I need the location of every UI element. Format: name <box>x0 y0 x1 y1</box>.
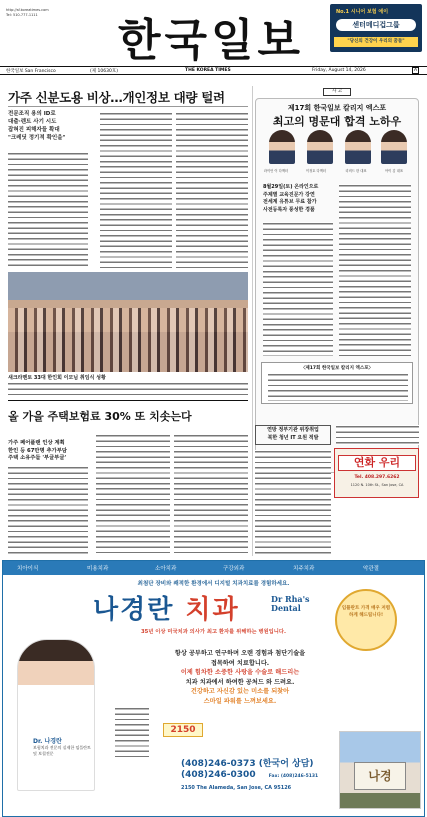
phone-text: Tel: 510-777-1111 <box>6 13 38 17</box>
site-url[interactable]: http://sf.koreatimes.com <box>6 8 49 12</box>
masthead-contact <box>6 8 101 18</box>
sidebar-subheads <box>263 184 321 214</box>
story2-sub-3: 주택 소유주들 '부글부글' <box>8 455 67 461</box>
dental-phone-row <box>181 770 341 782</box>
sidebar-title1[interactable]: 제17회 한국일보 칼리지 엑스포 <box>287 104 387 112</box>
service-tmj: 악관절 <box>363 566 379 572</box>
dental-body-line: 건강하고 자신감 있는 미소를 되찾아 <box>190 688 290 695</box>
dental-services-bar <box>3 561 424 575</box>
expo-info-box <box>261 362 413 404</box>
paper-name-en: THE KOREA TIMES <box>185 68 231 73</box>
dental-clinic-name <box>93 589 240 626</box>
dental-top-line: 최첨단 장비와 쾌적한 환경에서 디지털 치과치료를 경험하세요. <box>137 581 290 587</box>
service-cosmetic: 미용치과 <box>87 566 109 572</box>
story1-photo-caption: 새크라멘토 33대 한인회 이모님 취임식 성황 <box>8 375 106 381</box>
event-box[interactable] <box>255 425 331 445</box>
story1-body-col3 <box>176 112 248 268</box>
sidebar-body-col2 <box>339 184 411 356</box>
sidebar-college-expo <box>255 88 419 473</box>
story1-photo[interactable] <box>8 272 248 372</box>
top-ad-line1: No.1 시니어 보험 에이 <box>336 9 389 15</box>
story2-body-col3 <box>174 434 248 554</box>
restaurant-name: 연화 우리 <box>338 455 416 471</box>
dental-body-line: 이제 힘차한 소중한 사랑을 수술로 해드리는 <box>180 669 300 676</box>
masthead <box>0 0 427 78</box>
event-line1: 연방 정부기관 위장취업 <box>267 427 319 433</box>
expo-info-lines <box>268 373 408 401</box>
sidebar-title2[interactable]: 최고의 명문대 합격 노하우 <box>272 115 402 128</box>
section-letter: A <box>414 68 418 73</box>
expo-info-title: 〈제17회 한국일보 칼리지 엑스포〉 <box>300 366 374 371</box>
service-oral-surgery: 구강외과 <box>223 566 245 572</box>
winner-name: 아이 김 대표 <box>384 169 404 173</box>
restaurant-tel: Tel. 408.297.6262 <box>354 475 400 480</box>
dental-name-english: Dr Rha's Dental <box>271 594 310 613</box>
doctor-photo <box>17 639 95 791</box>
dental-phone1[interactable]: (408)246-0373 (한국어 상담) <box>181 759 314 769</box>
story2-subheads <box>8 440 92 463</box>
winner-name: 이정호 다핵터 <box>305 169 327 173</box>
masthead-bar <box>0 66 427 75</box>
story2-body-col1 <box>8 466 88 554</box>
winners-photos <box>263 130 413 164</box>
story2-sub-1: 가주 페어플랜 인상 계획 <box>8 440 65 446</box>
dental-phone2[interactable]: (408)246-0300 <box>181 770 256 780</box>
sidebar-body-col1 <box>263 222 333 356</box>
story1-sub-4: "크레딧 정기적 확인을" <box>8 135 66 141</box>
issue-number: (제 10630호) <box>90 69 118 74</box>
sidebar-sub-4: 사전등록자 풍성한 경품 <box>263 206 315 213</box>
story1-subheads <box>8 110 96 142</box>
story1-sub-3: 잡혀진 피해자들 확대 <box>8 127 60 133</box>
winner-photo <box>345 130 371 164</box>
top-ad[interactable] <box>330 4 422 52</box>
event-body-right <box>336 425 419 445</box>
divider <box>8 400 248 401</box>
event-body <box>255 450 331 554</box>
story1-body-col2 <box>100 112 172 268</box>
doctor-name: Dr. 나경란 <box>33 738 62 745</box>
dental-fax: Fax: (408)246-5131 <box>268 774 319 779</box>
dental-name-red: 치과 <box>185 595 240 625</box>
implant-badge <box>335 589 397 651</box>
dental-body-line: 접목하여 치료합니다. <box>210 659 270 667</box>
sidebar-sub-1: 8월29일(토) 온라인으로 <box>263 184 319 190</box>
dental-address: 2150 The Alameda, San Jose, CA 95126 <box>181 785 292 791</box>
building-sign: 나경 <box>354 762 406 790</box>
dental-ad[interactable] <box>2 560 425 817</box>
story2-sub-2: 한인 등 67만명 추가부담 <box>8 447 67 454</box>
caption-text <box>8 382 248 398</box>
dental-address-number: 2150 <box>163 723 203 737</box>
winner-name: 리비드 한 대표 <box>345 169 367 173</box>
story1-headline[interactable]: 가주 신분도용 비상…개인정보 대량 털려 <box>8 90 225 105</box>
dental-name-main: 나경란 <box>93 595 175 625</box>
dental-body-line: 스마일 파워를 느껴보세요. <box>203 697 277 705</box>
divider <box>8 106 248 107</box>
dental-small-info <box>115 707 149 757</box>
sidebar-sub-2: 주제별 교육진문가 강연 <box>263 191 315 198</box>
dental-body-line: 항상 공부하고 연구하며 오랜 경험과 첨단기술을 <box>174 650 306 657</box>
service-implant: 치아이식 <box>17 566 39 572</box>
story2-headline[interactable]: 올 가을 주택보험료 30% 또 치솟는다 <box>8 410 192 423</box>
column-divider <box>252 86 253 556</box>
sidebar-sub-3: 전세계 유튜브 무료 참가 <box>263 199 317 205</box>
story2-body-col2 <box>96 434 170 554</box>
top-ad-name: 센터메디겁그룹 <box>336 19 416 31</box>
restaurant-ad[interactable] <box>334 448 419 498</box>
top-ad-tagline: "당신의 건강이 우리의 꿈들" <box>334 37 418 47</box>
dental-red-line: 35년 이상 미국치과 의사가 최고 환자를 위해하는 병원입니다. <box>140 629 287 635</box>
sidebar-tag: 사 고 <box>323 88 351 96</box>
date-text: Friday, August 14, 2026 <box>312 68 366 73</box>
story1-body-col1 <box>8 152 88 268</box>
restaurant-address: 1120 N. 10th St., San Jose, CA <box>350 483 404 487</box>
winner-photo <box>381 130 407 164</box>
winner-name: 라이언 이 다핵터 <box>263 169 289 173</box>
doctor-caption <box>33 739 93 757</box>
story1-sub-1: 전문조직 용의 ID로 <box>8 111 56 117</box>
service-pediatric: 소아치과 <box>155 566 177 572</box>
service-periodontal: 치주치과 <box>293 566 315 572</box>
dental-body-line: 치과 치과에서 하여한 공처드 와 드려요. <box>185 678 295 686</box>
paper-logo: 한국일보 <box>118 15 305 66</box>
event-line2: 북한 청년 IT 요원 적발 <box>267 435 319 441</box>
dental-building-photo <box>339 731 421 809</box>
winner-photo <box>269 130 295 164</box>
dental-body <box>155 649 325 706</box>
dental-phones[interactable] <box>181 759 341 782</box>
story1-sub-2: 대출·렌트 사기 시도 <box>8 119 57 125</box>
badge-text: 임플란트 가격 매우 저렴하게 해드립니다! <box>341 606 391 618</box>
winner-photo <box>307 130 333 164</box>
doctor-desc: 보험치과 전문의 실제한 임플란트 및 보철전문 <box>33 745 91 756</box>
edition-text: 한국일보 San Francisco <box>6 69 56 74</box>
